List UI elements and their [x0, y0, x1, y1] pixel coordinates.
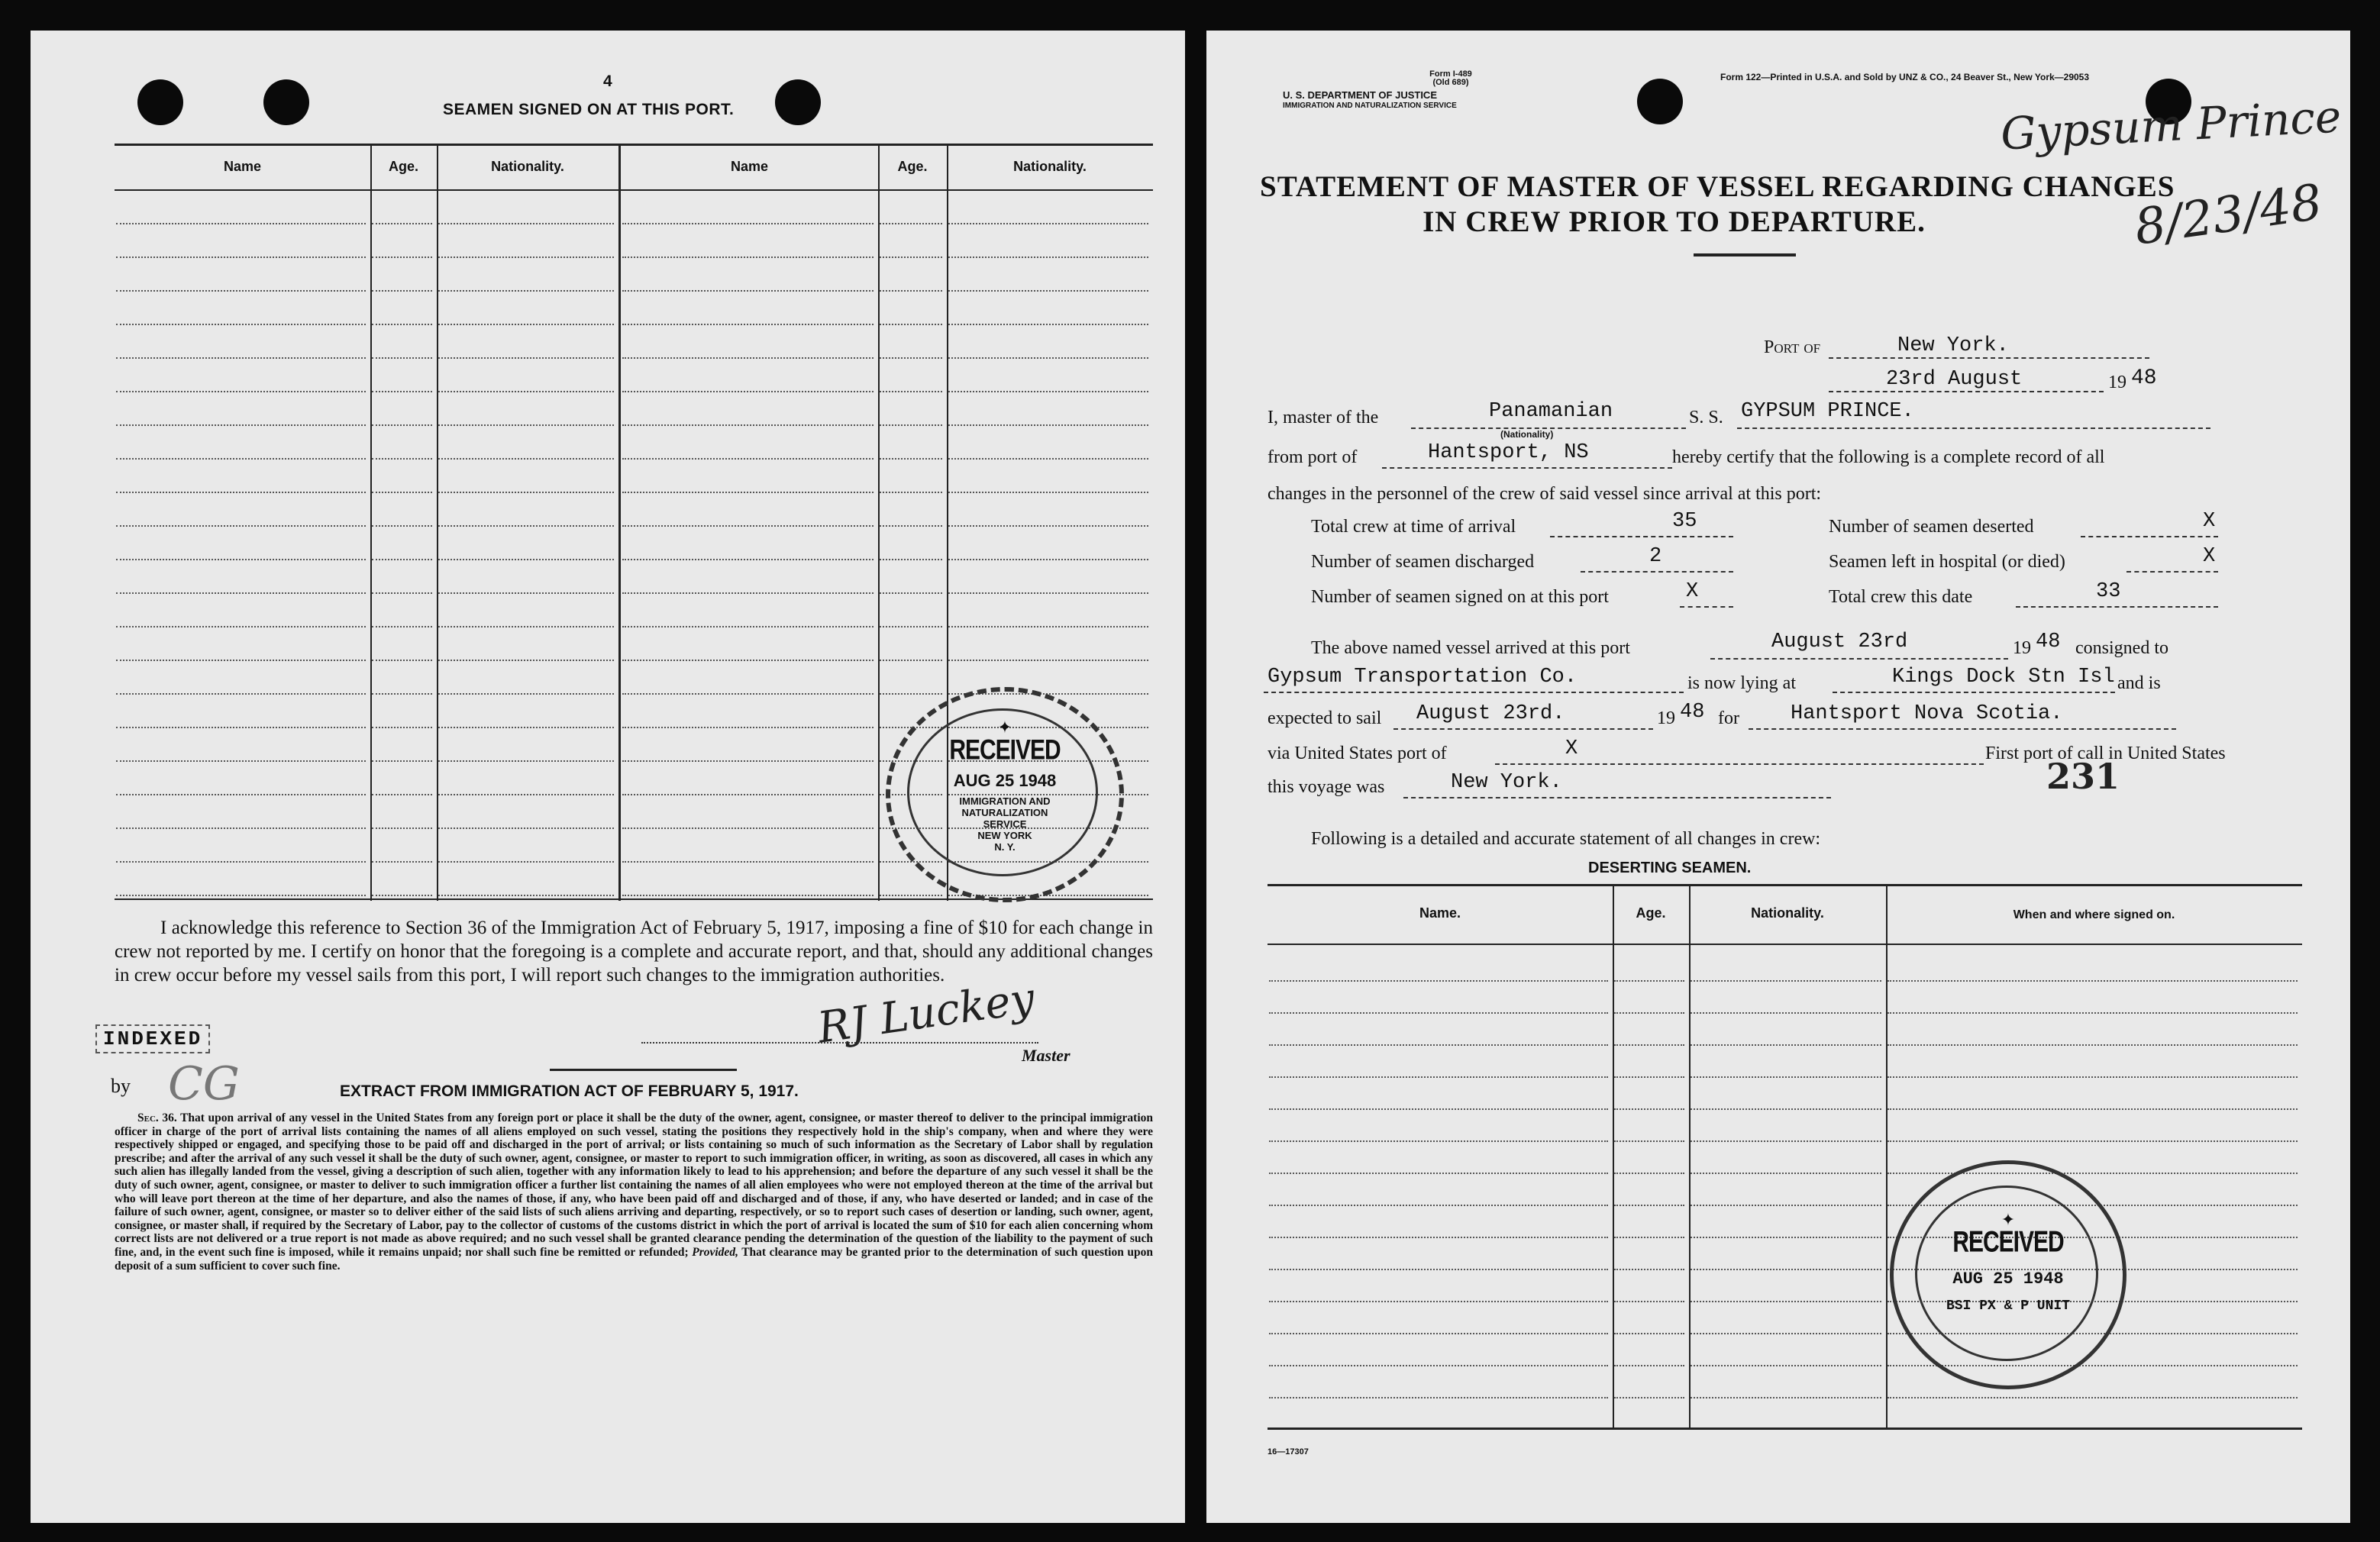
blank-row-line — [1614, 1012, 1684, 1014]
blank-row-line — [622, 525, 874, 527]
department-header — [1283, 90, 1619, 111]
nationality-caption: (Nationality) — [1500, 429, 1554, 440]
blank-row-line — [372, 525, 432, 527]
blank-row-line — [880, 626, 942, 627]
blank-row-line — [622, 727, 874, 728]
blank-row-line — [948, 626, 1148, 627]
blank-row-line — [880, 256, 942, 258]
blank-row-line — [948, 458, 1148, 460]
stamp-line: IMMIGRATION AND — [959, 795, 1051, 807]
blank-row-line — [1269, 1333, 1608, 1334]
blank-row-line — [1691, 1173, 1881, 1174]
blank-row-line — [116, 290, 366, 292]
blank-row-line — [1888, 1173, 2298, 1174]
following-text: Following is a detailed and accurate statement of all changes in crew: — [1311, 829, 1821, 849]
blank-row-line — [372, 693, 432, 695]
blank-row-line — [438, 827, 614, 829]
right-page — [1206, 31, 2350, 1523]
first-port-label: First port of call in United States — [1985, 744, 2226, 763]
col-header-name: Name — [223, 159, 262, 174]
acknowledgment-text: I acknowledge this reference to Section 36 of the Immigration Act of February 5, 1917, imposing a fine of $10 for each change in crew not reported by me. I certify on honor that the foregoing is a complete and accurate report, and that, should any additional changes in crew occur before my vessel sails from this port, I will report such changes to the immigration authorities. — [115, 918, 1153, 986]
blank-row-line — [438, 525, 614, 527]
blank-row-line — [438, 256, 614, 258]
blank-row-line — [622, 458, 874, 460]
port-of-label: Port of — [1764, 337, 1821, 357]
blank-row-line — [116, 660, 366, 661]
blank-row-line — [116, 626, 366, 627]
blank-row-line — [948, 660, 1148, 661]
extract-tail: That clearance may be granted prior to the determination of such question upon deposit of a sum sufficient to cover such fine. — [115, 1245, 1153, 1273]
total-crew-date-value: 33 — [2096, 580, 2121, 603]
blank-row-line — [116, 391, 366, 392]
blank-row-line — [116, 592, 366, 594]
hospital-label: Seamen left in hospital (or died) — [1829, 552, 2065, 572]
punch-hole — [137, 79, 183, 125]
total-crew-arrival-value: 35 — [1672, 510, 1697, 533]
port-of-value: New York. — [1897, 334, 2009, 357]
and-is-label: and is — [2117, 673, 2161, 693]
extract-body: That upon arrival of any vessel in the United States from any foreign port or place it shall be the duty of the owner, agent, consignee, or master thereof to deliver to the principal immigration officer in charge of the port of arrival lists containing the names of all aliens employed on such vessel, stating the positions they respectively hold in the ship's company, when and where they were respectively shipped or engaged, and specifying those to be paid off and discharged in the port of arrival; or lists containing so much of such information as the Secretary of Labor shall by regulation prescribe; and after the arrival of any such vessel it shall be the duty of such owner, agent, consignee, or master to report to such immigration officer, in writing, as soon as discovered, all cases in which any such alien has illegally landed from the vessel, giving a description of such alien, together with any information likely to lead to his apprehension; and before the departure of any such vessel it shall be the duty of such owner, agent, consignee, or master to deliver to such immigration officer a further list containing the names of all alien employees who were not employed thereon at the time of the arrival but who will leave port thereon at the time of her departure, and also the names of those, if any, who have been paid off and discharged and of those, if any, who have deserted or landed; and in case of the failure of such owner, agent, consignee, or master so to deliver either of the said lists of such aliens arriving and departing, respectively, or so to report such cases of desertion or landing, such owner, agent, consignee, or master shall, if required by the Secretary of Labor, pay to the collector of customs of the customs district in which the port of arrival is located the sum of $10 for each alien concerning whom correct lists are not delivered or a true report is not made as above required; and no such vessel shall be granted clearance pending the determination of the question of the liability to the payment of such fine, and, in the event such fine is imposed, while it remains unpaid; nor shall such fine be remitted or refunded; — [115, 1111, 1153, 1259]
stamp-date: AUG 25 1948 — [1952, 1269, 2064, 1289]
blank-row-line — [948, 525, 1148, 527]
stamp-line: NATURALIZATION — [961, 807, 1048, 818]
total-crew-date-label: Total crew this date — [1829, 587, 1973, 607]
blank-row-line — [1888, 1140, 2298, 1142]
seamen-signed-on-title: SEAMEN SIGNED ON AT THIS PORT. — [443, 101, 735, 118]
blank-row-line — [1269, 1205, 1608, 1206]
col-header-nationality: Nationality. — [1751, 905, 1824, 921]
left-page — [31, 31, 1185, 1523]
year-prefix: 19 — [2108, 373, 2126, 392]
blank-row-line — [622, 693, 874, 695]
blank-row-line — [880, 559, 942, 560]
blank-row-line — [372, 895, 432, 896]
blank-row-line — [116, 760, 366, 762]
blank-row-line — [948, 256, 1148, 258]
blank-row-line — [1614, 980, 1684, 982]
blank-row-line — [880, 895, 942, 896]
blank-row-line — [438, 895, 614, 896]
blank-row-line — [622, 223, 874, 224]
blank-row-line — [438, 861, 614, 863]
blank-row-line — [1269, 1237, 1608, 1238]
blank-row-line — [372, 391, 432, 392]
department: U. S. DEPARTMENT OF JUSTICE — [1283, 89, 1437, 101]
blank-row-line — [438, 424, 614, 426]
blank-row-line — [948, 290, 1148, 292]
blank-row-line — [116, 223, 366, 224]
consignee-value: Gypsum Transportation Co. — [1268, 666, 1578, 689]
blank-row-line — [438, 492, 614, 493]
blank-row-line — [1269, 1012, 1608, 1014]
form-title-line1: STATEMENT OF MASTER OF VESSEL REGARDING CHANGES — [1260, 170, 2175, 203]
certify-text: hereby certify that the following is a complete record of all — [1672, 447, 2105, 467]
blank-row-line — [116, 794, 366, 795]
blank-row-line — [372, 256, 432, 258]
blank-row-line — [438, 760, 614, 762]
indexed-stamp: INDEXED — [95, 1024, 210, 1053]
blank-row-line — [1691, 1365, 1881, 1366]
blank-row-line — [622, 794, 874, 795]
blank-row-line — [622, 391, 874, 392]
blank-row-line — [1691, 1333, 1881, 1334]
blank-row-line — [438, 324, 614, 325]
blank-row-line — [622, 895, 874, 896]
blank-row-line — [372, 290, 432, 292]
received-stamp: ✦ RECEIVED AUG 25 1948 IMMIGRATION AND NATURALIZATION SERVICE NEW YORK N. Y. — [886, 687, 1124, 902]
discharged-label: Number of seamen discharged — [1311, 552, 1535, 572]
nationality-value: Panamanian — [1489, 400, 1613, 423]
blank-row-line — [1269, 1140, 1608, 1142]
col-header-age: Age. — [1636, 905, 1666, 921]
expected-year-value: 48 — [1680, 701, 1705, 724]
blank-row-line — [116, 324, 366, 325]
blank-row-line — [372, 592, 432, 594]
blank-row-line — [1614, 1301, 1684, 1302]
deserted-value: X — [2203, 510, 2216, 533]
blank-row-line — [880, 492, 942, 493]
blank-row-line — [372, 492, 432, 493]
blank-row-line — [1691, 1108, 1881, 1110]
lying-value: Kings Dock Stn Isl — [1892, 666, 2115, 689]
blank-row-line — [948, 223, 1148, 224]
blank-row-line — [880, 391, 942, 392]
master-signature: RJ Luckey — [814, 973, 1038, 1053]
blank-row-line — [372, 760, 432, 762]
blank-row-line — [1269, 1397, 1608, 1398]
blank-row-line — [1269, 1076, 1608, 1078]
form-header — [1359, 70, 1542, 87]
blank-row-line — [880, 592, 942, 594]
blank-row-line — [880, 424, 942, 426]
blank-row-line — [1691, 1012, 1881, 1014]
blank-row-line — [116, 492, 366, 493]
blank-row-line — [622, 626, 874, 627]
indexed-by-label: by — [111, 1075, 131, 1097]
blank-row-line — [1269, 1269, 1608, 1270]
arrived-label: The above named vessel arrived at this port — [1311, 638, 1630, 658]
blank-row-line — [116, 861, 366, 863]
blank-row-line — [1691, 1301, 1881, 1302]
master-of-label: I, master of the — [1268, 408, 1379, 427]
blank-row-line — [438, 559, 614, 560]
blank-row-line — [372, 223, 432, 224]
arrived-year-prefix: 19 — [2013, 638, 2031, 658]
blank-row-line — [622, 324, 874, 325]
blank-row-line — [880, 290, 942, 292]
blank-row-line — [622, 827, 874, 829]
discharged-value: 2 — [1649, 545, 1662, 568]
blank-row-line — [438, 693, 614, 695]
ss-label: S. S. — [1689, 408, 1723, 427]
blank-row-line — [1614, 1044, 1684, 1046]
blank-row-line — [1614, 1076, 1684, 1078]
col-header-name: Name — [730, 159, 769, 174]
blank-row-line — [1888, 1076, 2298, 1078]
blank-row-line — [622, 559, 874, 560]
blank-row-line — [438, 290, 614, 292]
blank-row-line — [1614, 1140, 1684, 1142]
blank-row-line — [622, 256, 874, 258]
blank-row-line — [1269, 980, 1608, 982]
blank-row-line — [880, 357, 942, 359]
received-stamp: ✦ RECEIVED AUG 25 1948 BSI PX & P UNIT — [1890, 1160, 2126, 1389]
blank-row-line — [372, 626, 432, 627]
via-value: X — [1565, 737, 1578, 760]
col-header-age: Age. — [897, 159, 928, 174]
blank-row-line — [372, 324, 432, 325]
blank-row-line — [948, 424, 1148, 426]
blank-row-line — [1888, 1397, 2298, 1398]
blank-row-line — [1269, 1301, 1608, 1302]
blank-row-line — [948, 559, 1148, 560]
blank-row-line — [948, 324, 1148, 325]
deserting-title: DESERTING SEAMEN. — [1588, 860, 1752, 876]
footer-code: 16—17307 — [1268, 1447, 1309, 1457]
blank-row-line — [372, 357, 432, 359]
from-port-value: Hantsport, NS — [1428, 441, 1589, 464]
stamp-unit: BSI PX & P UNIT — [1946, 1298, 2071, 1314]
blank-row-line — [622, 660, 874, 661]
total-crew-arrival-label: Total crew at time of arrival — [1311, 517, 1516, 537]
expected-year-prefix: 19 — [1657, 708, 1675, 728]
blank-row-line — [438, 727, 614, 728]
stamp-line: N. Y. — [994, 841, 1016, 853]
extract-text — [115, 1111, 1153, 1273]
blank-row-line — [948, 391, 1148, 392]
stamp-line: NEW YORK — [977, 830, 1032, 841]
blank-row-line — [948, 492, 1148, 493]
blank-row-line — [622, 424, 874, 426]
blank-row-line — [1269, 1044, 1608, 1046]
blank-row-line — [622, 290, 874, 292]
col-header-age: Age. — [388, 159, 418, 174]
blank-row-line — [116, 256, 366, 258]
blank-row-line — [116, 525, 366, 527]
blank-row-line — [372, 559, 432, 560]
blank-row-line — [1269, 1173, 1608, 1174]
blank-row-line — [116, 357, 366, 359]
blank-row-line — [622, 492, 874, 493]
blank-row-line — [372, 727, 432, 728]
blank-row-line — [1691, 1205, 1881, 1206]
for-value: Hantsport Nova Scotia. — [1791, 702, 2063, 725]
blank-row-line — [1691, 1397, 1881, 1398]
blank-row-line — [880, 693, 942, 695]
blank-row-line — [1614, 1237, 1684, 1238]
master-label: Master — [1022, 1046, 1071, 1065]
page-number: 4 — [603, 73, 612, 90]
punch-hole — [263, 79, 309, 125]
blank-row-line — [438, 626, 614, 627]
lying-label: is now lying at — [1687, 673, 1796, 693]
handwritten-231: 231 — [2046, 756, 2120, 797]
blank-row-line — [372, 827, 432, 829]
blank-row-line — [116, 727, 366, 728]
col-header-nationality: Nationality. — [491, 159, 564, 174]
blank-row-line — [1691, 1237, 1881, 1238]
arrived-value: August 23rd — [1771, 631, 1908, 653]
voyage-value: New York. — [1451, 771, 1562, 794]
blank-row-line — [438, 391, 614, 392]
stamp-word: RECEIVED — [1952, 1225, 2064, 1259]
blank-row-line — [116, 895, 366, 896]
blank-row-line — [1691, 1269, 1881, 1270]
punch-hole — [775, 79, 821, 125]
blank-row-line — [622, 760, 874, 762]
blank-row-line — [1888, 1108, 2298, 1110]
col-header-name: Name. — [1419, 905, 1461, 921]
year-value: 48 — [2131, 366, 2157, 390]
blank-row-line — [1691, 1076, 1881, 1078]
printer-note: Form 122—Printed in U.S.A. and Sold by UNZ & CO., 24 Beaver St., New York—29053 — [1720, 72, 2090, 82]
blank-row-line — [880, 324, 942, 325]
blank-row-line — [116, 827, 366, 829]
via-label: via United States port of — [1268, 744, 1447, 763]
blank-row-line — [1269, 1365, 1608, 1366]
blank-row-line — [1888, 1012, 2298, 1014]
consigned-label: consigned to — [2075, 638, 2168, 658]
signed-on-label: Number of seamen signed on at this port — [1311, 587, 1609, 607]
blank-row-line — [1614, 1173, 1684, 1174]
indexed-initials: CG — [168, 1057, 240, 1111]
blank-row-line — [438, 458, 614, 460]
service: IMMIGRATION AND NATURALIZATION SERVICE — [1283, 102, 1457, 110]
date-value: 23rd August — [1886, 368, 2023, 391]
blank-row-line — [622, 592, 874, 594]
blank-row-line — [116, 424, 366, 426]
extract-title: EXTRACT FROM IMMIGRATION ACT OF FEBRUARY 5, 1917. — [340, 1082, 799, 1100]
form-title-line2: IN CREW PRIOR TO DEPARTURE. — [1423, 205, 1926, 238]
blank-row-line — [372, 458, 432, 460]
blank-row-line — [438, 223, 614, 224]
hospital-value: X — [2203, 545, 2216, 568]
form-id: Form I-489 — [1429, 69, 1472, 79]
form-old: (Old 689) — [1432, 78, 1469, 87]
blank-row-line — [880, 660, 942, 661]
stamp-word: RECEIVED — [949, 734, 1061, 766]
blank-row-line — [372, 794, 432, 795]
extract-provided: Provided, — [692, 1245, 738, 1259]
blank-row-line — [372, 861, 432, 863]
blank-row-line — [116, 458, 366, 460]
blank-row-line — [372, 660, 432, 661]
changes-text: changes in the personnel of the crew of said vessel since arrival at this port: — [1268, 484, 1822, 504]
expected-label: expected to sail — [1268, 708, 1382, 728]
blank-row-line — [622, 861, 874, 863]
stamp-date: AUG 25 1948 — [953, 771, 1057, 790]
extract-lead: Sec. 36. — [137, 1111, 177, 1124]
blank-row-line — [880, 458, 942, 460]
blank-row-line — [622, 357, 874, 359]
blank-row-line — [1269, 1108, 1608, 1110]
blank-row-line — [1691, 1140, 1881, 1142]
blank-row-line — [1614, 1205, 1684, 1206]
expected-value: August 23rd. — [1416, 702, 1565, 725]
blank-row-line — [1691, 980, 1881, 982]
signed-on-value: X — [1686, 580, 1699, 603]
handwritten-number: 8/23/48 — [2131, 174, 2326, 256]
blank-row-line — [948, 592, 1148, 594]
blank-row-line — [116, 693, 366, 695]
blank-row-line — [438, 592, 614, 594]
blank-row-line — [1614, 1269, 1684, 1270]
col-header-nationality: Nationality. — [1013, 159, 1087, 174]
vessel-name: GYPSUM PRINCE. — [1741, 400, 1914, 423]
blank-row-line — [372, 424, 432, 426]
blank-row-line — [438, 660, 614, 661]
voyage-label: this voyage was — [1268, 777, 1385, 797]
arrived-year-value: 48 — [2036, 631, 2061, 653]
stamp-line: SERVICE — [983, 818, 1027, 830]
from-port-label: from port of — [1268, 447, 1358, 467]
blank-row-line — [880, 525, 942, 527]
deserted-label: Number of seamen deserted — [1829, 517, 2034, 537]
handwritten-ship-name: Gypsum Prince — [1999, 90, 2343, 160]
blank-row-line — [1888, 1044, 2298, 1046]
blank-row-line — [1888, 980, 2298, 982]
blank-row-line — [438, 357, 614, 359]
for-label: for — [1718, 708, 1739, 728]
blank-row-line — [438, 794, 614, 795]
blank-row-line — [880, 223, 942, 224]
blank-row-line — [948, 357, 1148, 359]
blank-row-line — [1614, 1333, 1684, 1334]
blank-row-line — [116, 559, 366, 560]
blank-row-line — [1691, 1044, 1881, 1046]
blank-row-line — [1614, 1108, 1684, 1110]
blank-row-line — [1614, 1365, 1684, 1366]
col-header-when-where: When and where signed on. — [2013, 908, 2175, 921]
punch-hole — [1637, 79, 1683, 124]
blank-row-line — [1614, 1397, 1684, 1398]
